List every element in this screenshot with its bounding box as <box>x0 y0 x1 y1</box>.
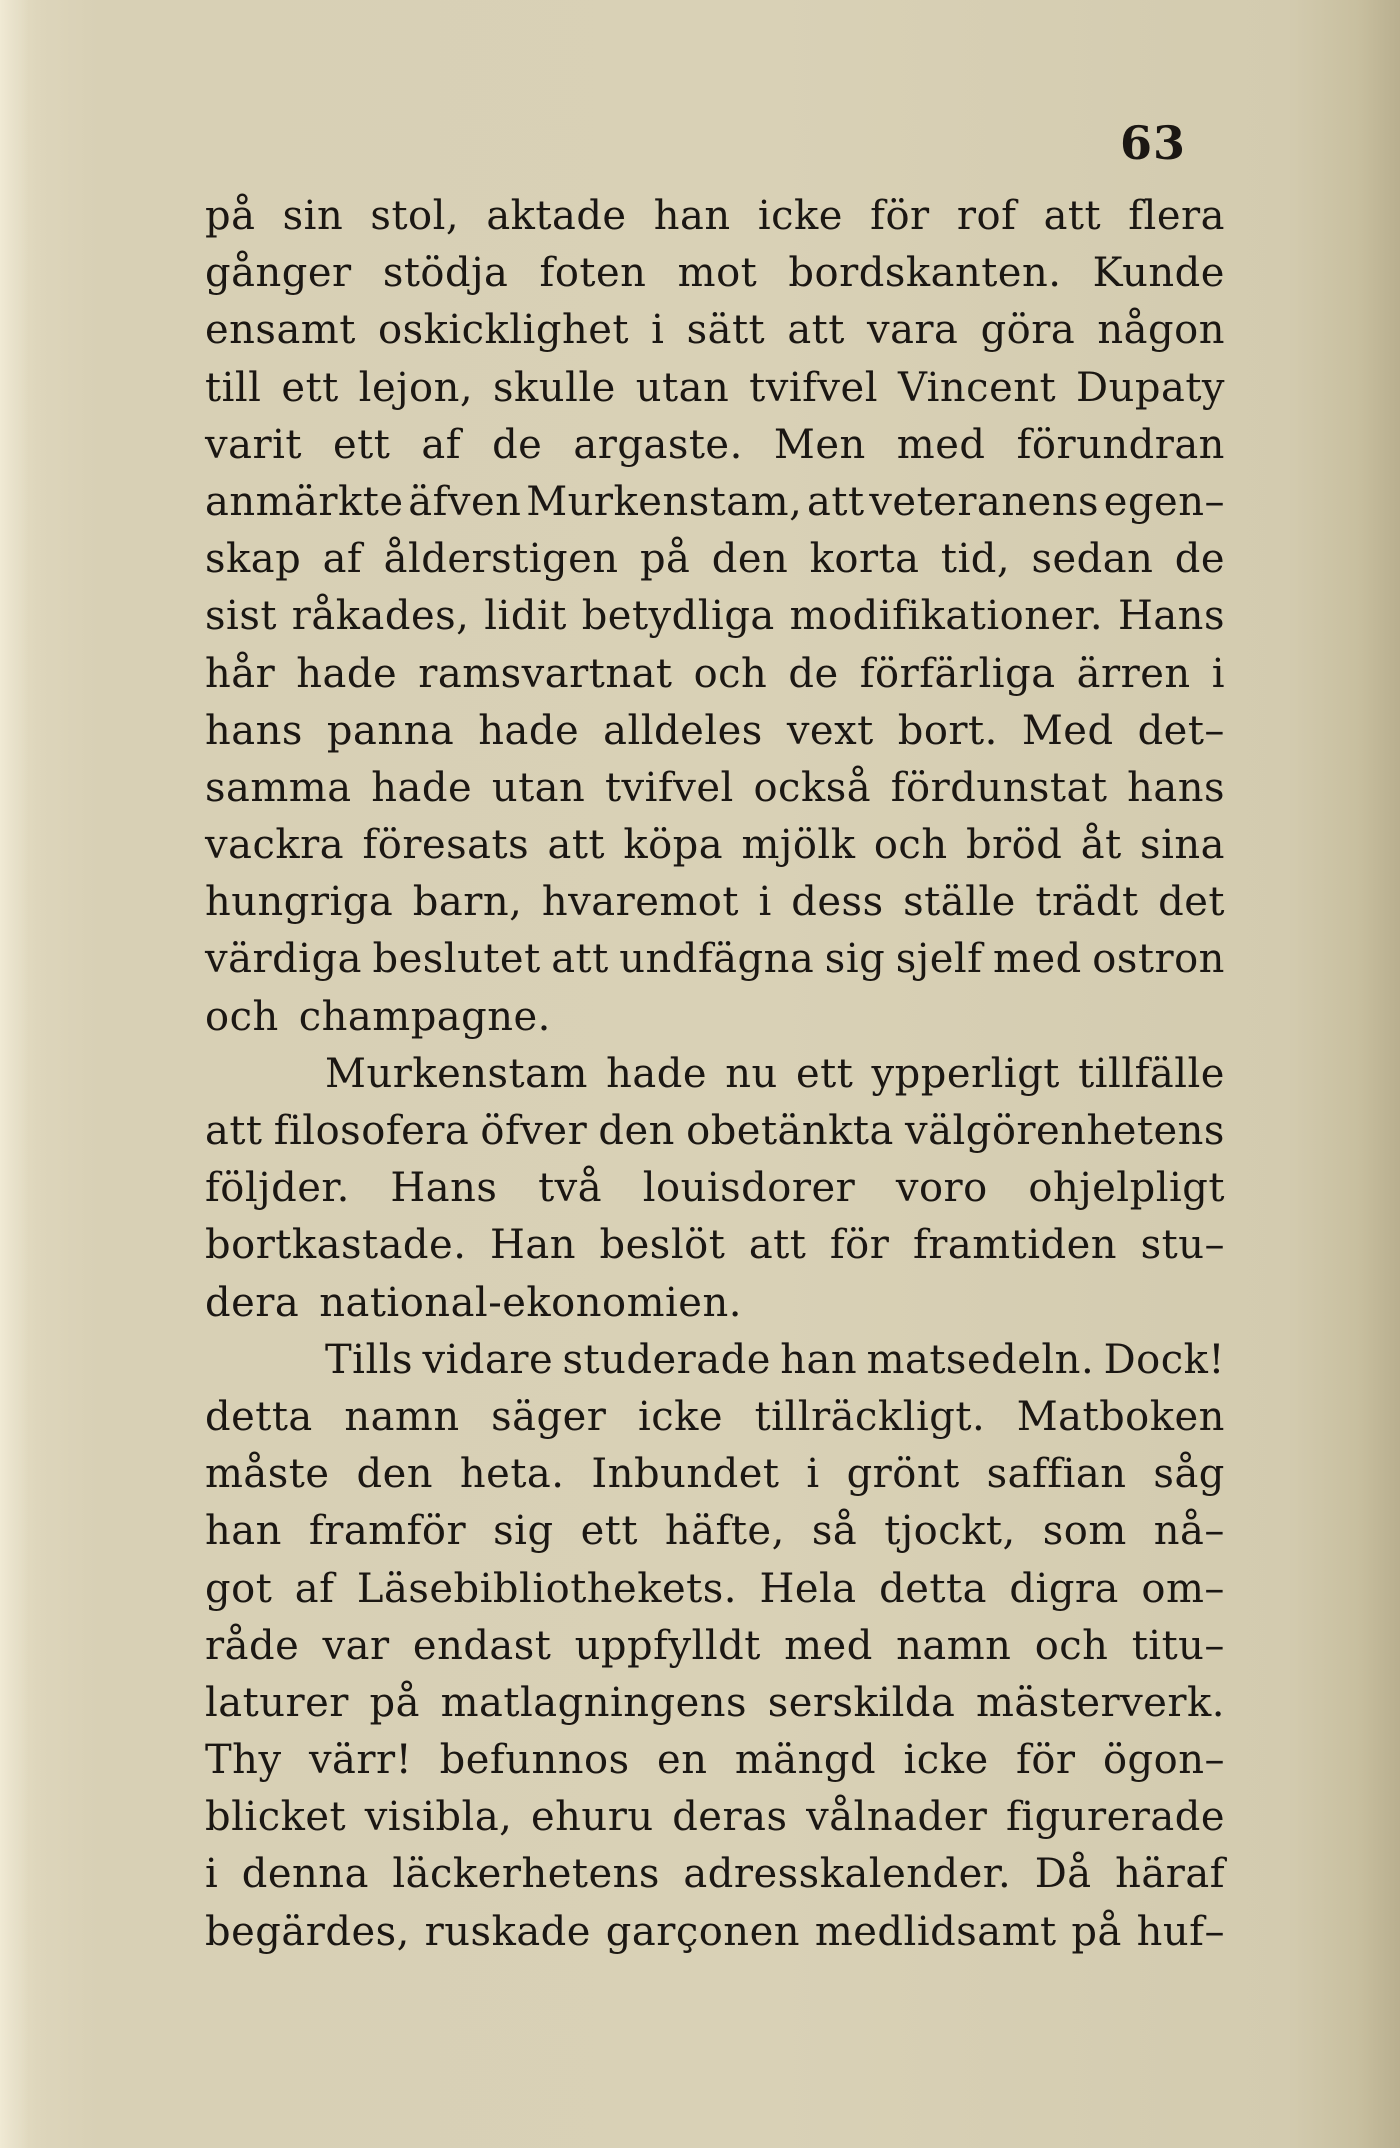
word: Vincent <box>897 364 1057 411</box>
word: äfven <box>408 478 522 525</box>
word: hans <box>1127 764 1225 811</box>
text-line <box>205 1103 1225 1160</box>
word: stödja <box>382 250 509 297</box>
word: säger <box>491 1393 607 1440</box>
word: Dock! <box>1103 1336 1225 1383</box>
word: Matboken <box>1016 1393 1225 1440</box>
text-line <box>205 1332 1225 1389</box>
word: laturer <box>205 1679 349 1726</box>
text-line <box>205 360 1225 417</box>
word: ensamt <box>205 307 356 354</box>
word: garçonen <box>605 1908 801 1955</box>
text-line <box>205 245 1225 302</box>
word: måste <box>205 1451 330 1498</box>
word: sätt <box>686 307 766 354</box>
word: och <box>693 650 768 697</box>
word: vara <box>866 307 959 354</box>
word: någon <box>1097 307 1225 354</box>
word: visibla, <box>364 1794 513 1841</box>
word: köpa <box>623 822 724 869</box>
word: att <box>205 1108 263 1154</box>
word: korta <box>809 536 920 583</box>
word: skulle <box>493 364 616 411</box>
text-line <box>205 1846 1225 1903</box>
word: bort. <box>897 707 998 754</box>
word: vext <box>786 707 874 754</box>
word: mängd <box>734 1737 877 1784</box>
word: tjockt, <box>884 1508 1016 1555</box>
word: alldeles <box>603 707 763 754</box>
word: ställe <box>903 879 1016 926</box>
word: studerade <box>562 1336 771 1383</box>
word: att <box>787 307 845 354</box>
word: att <box>1043 193 1102 239</box>
word: och <box>205 993 279 1040</box>
word: ett <box>332 421 391 468</box>
text-line <box>205 1675 1225 1732</box>
word: champagne. <box>298 993 551 1040</box>
word: icke <box>757 193 843 239</box>
word: skap <box>205 536 302 583</box>
word: lidit <box>484 593 567 640</box>
word: tvifvel <box>749 364 878 411</box>
word: tillfälle <box>1078 1050 1225 1097</box>
word: om– <box>1141 1565 1225 1612</box>
word: två <box>538 1165 603 1212</box>
word: gånger <box>205 250 352 297</box>
word: undfägna <box>619 936 815 983</box>
word: råkades, <box>291 593 470 640</box>
word: anmärkte <box>205 478 404 525</box>
word: han <box>205 1508 282 1555</box>
word: got <box>205 1565 273 1612</box>
word: att <box>547 822 605 869</box>
word: af <box>421 421 462 468</box>
word: för <box>829 1222 890 1269</box>
word: ett <box>580 1508 638 1555</box>
word: ruskade <box>424 1908 591 1955</box>
word: huf– <box>1136 1908 1225 1955</box>
word: louisdorer <box>642 1165 856 1212</box>
text-line <box>205 474 1225 531</box>
word: för <box>870 193 930 239</box>
text-line <box>205 1389 1225 1446</box>
word: medlidsamt <box>814 1908 1057 1955</box>
word: matsedeln. <box>866 1336 1095 1383</box>
word: uppfylldt <box>574 1622 761 1669</box>
word: beslöt <box>599 1222 726 1269</box>
text-line <box>205 874 1225 931</box>
word: de <box>788 650 839 697</box>
body-text <box>205 188 1225 1961</box>
text-line <box>205 1446 1225 1503</box>
word: mjölk <box>741 822 856 869</box>
word: titu– <box>1131 1622 1225 1669</box>
word: hade <box>478 707 580 754</box>
word: framför <box>308 1508 467 1555</box>
word: till <box>205 364 262 411</box>
word: Dupaty <box>1076 364 1225 411</box>
word: foten <box>539 250 647 297</box>
word: blicket <box>205 1794 347 1841</box>
word: i <box>1211 650 1225 697</box>
word: ypperligt <box>871 1050 1060 1097</box>
text-line <box>205 703 1225 760</box>
word: detta <box>879 1565 987 1612</box>
word: ögon– <box>1102 1737 1225 1784</box>
word: för <box>1016 1737 1076 1784</box>
word: Då <box>1034 1851 1092 1898</box>
word: nå– <box>1153 1508 1225 1555</box>
page-number: 63 <box>1120 116 1187 170</box>
word: flera <box>1128 193 1225 239</box>
word: Murkenstam, <box>526 478 803 525</box>
word: och <box>873 822 948 869</box>
word: vålnader <box>806 1794 988 1841</box>
text-line <box>205 1160 1225 1217</box>
word: Tills <box>325 1336 414 1383</box>
word: stu– <box>1140 1222 1225 1269</box>
text-line <box>205 417 1225 474</box>
word: en <box>657 1737 708 1784</box>
word: bröd <box>965 822 1063 869</box>
word: med <box>993 936 1082 983</box>
word: aktade <box>486 193 627 239</box>
word: de <box>492 421 543 468</box>
word: ohjelpligt <box>1028 1165 1225 1212</box>
word: adresskalender. <box>683 1851 1012 1898</box>
word: häraf <box>1115 1851 1225 1898</box>
word: i <box>758 879 772 926</box>
word: varit <box>205 421 302 468</box>
word: modifikationer. <box>789 593 1104 640</box>
word: stol, <box>370 193 460 239</box>
word: sig <box>493 1508 554 1555</box>
word: också <box>753 764 872 811</box>
word: som <box>1042 1508 1127 1555</box>
word: i <box>806 1451 820 1498</box>
word: tillräckligt. <box>754 1393 986 1440</box>
word: rof <box>956 193 1017 239</box>
word: Hans <box>390 1165 498 1212</box>
word: bortkastade. <box>205 1222 467 1269</box>
word: att <box>748 1222 807 1269</box>
word: Inbundet <box>591 1451 780 1498</box>
word: på <box>1071 1908 1122 1955</box>
word: sedan <box>1031 536 1154 583</box>
word: af <box>322 536 363 583</box>
word: begärdes, <box>205 1908 410 1955</box>
word: råde <box>205 1622 300 1669</box>
word: den <box>711 536 789 583</box>
word: samma <box>205 764 352 811</box>
text-line <box>205 989 1225 1046</box>
word: öfver <box>480 1108 588 1154</box>
word: förfärliga <box>859 650 1056 697</box>
word: vidare <box>422 1336 554 1383</box>
word: det <box>1158 879 1225 926</box>
word: han <box>653 193 731 239</box>
word: dera <box>205 1279 300 1326</box>
word: detta <box>205 1393 313 1440</box>
word: bordskanten. <box>788 250 1062 297</box>
word: sjelf <box>895 936 983 983</box>
word: sin <box>282 193 344 239</box>
word: Men <box>773 421 866 468</box>
word: dess <box>791 879 884 926</box>
word: vackra <box>205 822 345 869</box>
text-line <box>205 1503 1225 1560</box>
word: det– <box>1137 707 1225 754</box>
word: hade <box>371 764 473 811</box>
word: trädt <box>1035 879 1139 926</box>
word: oskicklighet <box>377 307 629 354</box>
text-line <box>205 1217 1225 1274</box>
text-line <box>205 188 1225 245</box>
text-line <box>205 760 1225 817</box>
word: ramsvartnat <box>418 650 673 697</box>
word: i <box>205 1851 219 1898</box>
word: matlagningens <box>440 1679 748 1726</box>
word: endast <box>412 1622 552 1669</box>
text-line <box>205 1789 1225 1846</box>
word: icke <box>903 1737 989 1784</box>
word: såg <box>1153 1451 1225 1498</box>
word: ärren <box>1076 650 1191 697</box>
word: sist <box>205 593 277 640</box>
word: värdiga <box>205 936 362 983</box>
word: ehuru <box>531 1794 654 1841</box>
word: Hans <box>1117 593 1225 640</box>
word: att <box>807 478 865 525</box>
word: namn <box>344 1393 460 1440</box>
word: Kunde <box>1092 250 1225 297</box>
word: följder. <box>205 1165 350 1212</box>
word: på <box>639 536 691 583</box>
word: betydliga <box>581 593 775 640</box>
text-line <box>205 646 1225 703</box>
word: de <box>1174 536 1225 583</box>
text-line <box>205 1046 1225 1103</box>
text-line <box>205 1275 1225 1332</box>
word: denna <box>241 1851 369 1898</box>
word: tvifvel <box>604 764 734 811</box>
word: lejon, <box>358 364 474 411</box>
word: figurerade <box>1005 1794 1225 1841</box>
text-line <box>205 1732 1225 1789</box>
word: åt <box>1080 822 1122 869</box>
word: föresats <box>362 822 530 869</box>
word: den <box>356 1451 434 1498</box>
word: Thy <box>205 1737 282 1784</box>
word: veteranens <box>869 478 1100 525</box>
word: mästerverk. <box>975 1679 1225 1726</box>
word: tid, <box>940 536 1011 583</box>
text-line <box>205 588 1225 645</box>
word: Han <box>489 1222 576 1269</box>
word: barn, <box>412 879 523 926</box>
word: hade <box>606 1050 707 1097</box>
text-line <box>205 531 1225 588</box>
text-line <box>205 302 1225 359</box>
word: ålderstigen <box>383 536 619 583</box>
word: Med <box>1021 707 1114 754</box>
word: fördunstat <box>890 764 1108 811</box>
word: läckerhetens <box>392 1851 660 1898</box>
text-line <box>205 1561 1225 1618</box>
word: hvaremot <box>541 879 739 926</box>
word: ett <box>795 1050 854 1097</box>
word: Murkenstam <box>325 1050 588 1097</box>
word: värr! <box>308 1737 413 1784</box>
word: beslutet <box>372 936 541 983</box>
word: ett <box>281 364 339 411</box>
word: och <box>1034 1622 1109 1669</box>
word: voro <box>895 1165 988 1212</box>
word: den <box>598 1108 675 1154</box>
word: befunnos <box>439 1737 630 1784</box>
word: på <box>369 1679 420 1726</box>
word: namn <box>896 1622 1012 1669</box>
word: obetänkta <box>686 1108 894 1154</box>
word: han <box>780 1336 858 1383</box>
word: hade <box>296 650 398 697</box>
text-line <box>205 931 1225 988</box>
word: argaste. <box>573 421 743 468</box>
word: hår <box>205 650 276 697</box>
word: förundran <box>1016 421 1225 468</box>
word: hans <box>205 707 303 754</box>
word: så <box>811 1508 858 1555</box>
word: sig <box>824 936 886 983</box>
word: saffian <box>986 1451 1127 1498</box>
word: af <box>294 1565 335 1612</box>
word: på <box>205 193 256 239</box>
word: var <box>322 1622 390 1669</box>
text-line <box>205 817 1225 874</box>
word: utan <box>635 364 730 411</box>
word: panna <box>326 707 455 754</box>
word: filosofera <box>273 1108 470 1154</box>
word: grönt <box>846 1451 960 1498</box>
word: Läsebibliothekets. <box>356 1565 737 1612</box>
word: hungriga <box>205 879 394 926</box>
word: digra <box>1009 1565 1119 1612</box>
word: utan <box>491 764 586 811</box>
word: häfte, <box>664 1508 785 1555</box>
word: med <box>784 1622 873 1669</box>
word: göra <box>980 307 1076 354</box>
word: nu <box>725 1050 778 1097</box>
word: deras <box>672 1794 788 1841</box>
word: med <box>896 421 986 468</box>
word: national-ekonomien. <box>319 1279 742 1326</box>
word: mot <box>677 250 758 297</box>
word: icke <box>637 1393 724 1440</box>
word: serskilda <box>767 1679 956 1726</box>
word: egen– <box>1103 478 1225 525</box>
text-line <box>205 1618 1225 1675</box>
word: att <box>551 936 609 983</box>
word: sina <box>1140 822 1225 869</box>
word: Hela <box>759 1565 857 1612</box>
text-line <box>205 1904 1225 1961</box>
word: framtiden <box>912 1222 1118 1269</box>
word: välgörenhetens <box>905 1108 1225 1154</box>
word: i <box>651 307 665 354</box>
word: ostron <box>1092 936 1225 983</box>
word: heta. <box>459 1451 565 1498</box>
